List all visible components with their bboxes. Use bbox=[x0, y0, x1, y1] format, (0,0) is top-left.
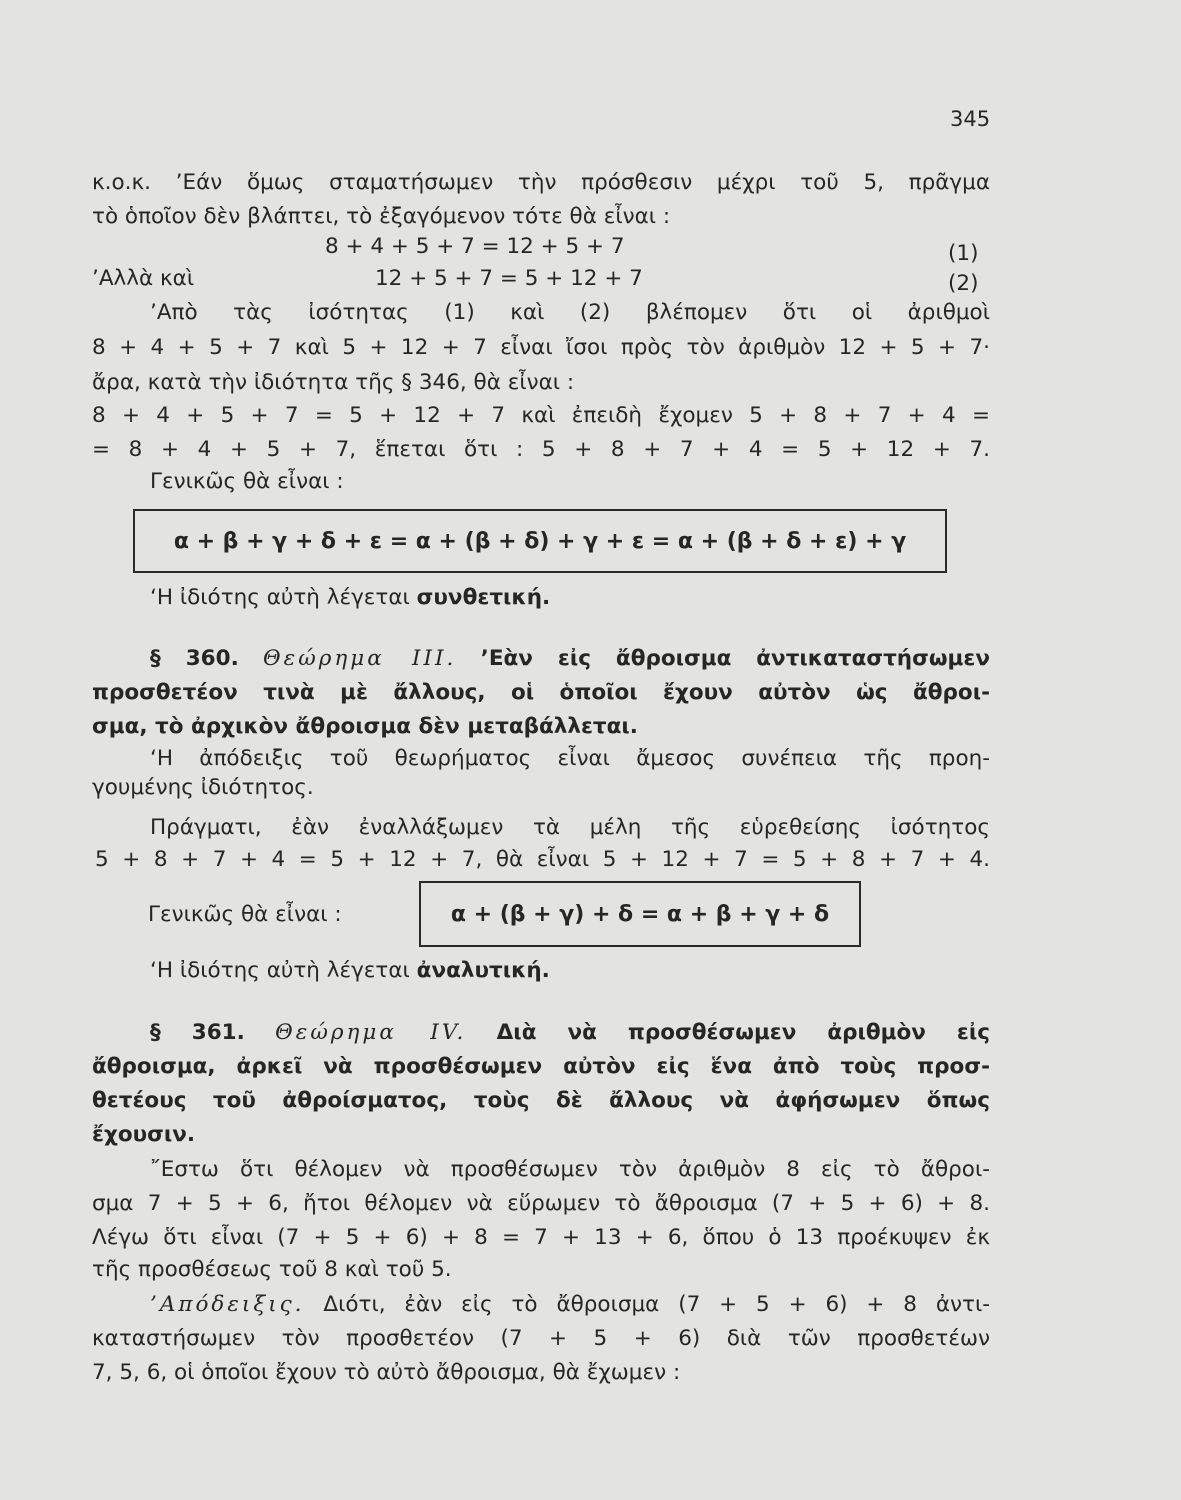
theorem-text: σμα, τὸ ἀρχικὸν ἄθροισμα δὲν μεταβάλλεται. bbox=[92, 714, 638, 739]
equation-2-number: (2) bbox=[948, 271, 979, 296]
text-line: κ.ο.κ. ’Εάν ὅμως σταματήσωμεν τὴν πρόσθεσιν μέχρι τοῦ 5, πρᾶγμα bbox=[92, 170, 990, 195]
property-text: ‘Η ἰδιότης αὐτὴ λέγεται bbox=[150, 958, 410, 983]
theorem-text: ἄθροισμα, ἀρκεῖ νὰ προσθέσωμεν αὐτὸν εἰς ἕνα ἀπὸ τοὺς προσ- bbox=[92, 1054, 990, 1079]
text-line bbox=[150, 587, 990, 609]
section-label: § 361. bbox=[150, 1020, 245, 1045]
text-line: καταστήσωμεν τὸν προσθετέον (7 + 5 + 6) διὰ τῶν προσθετέων bbox=[92, 1326, 990, 1351]
theorem-text: προσθετέον τινὰ μὲ ἄλλους, οἱ ὁποῖοι ἔχουν αὐτὸν ὡς ἄθροι- bbox=[92, 680, 990, 705]
proof-line bbox=[150, 1294, 990, 1316]
formula-box-analytic: α + (β + γ) + δ = α + β + γ + δ bbox=[419, 881, 861, 947]
proof-label: ’Απόδειξις. bbox=[150, 1292, 305, 1317]
text-line: ‘Η ἀπόδειξις τοῦ θεωρήματος εἶναι ἄμεσος συνέπεια τῆς προη- bbox=[150, 746, 990, 771]
theorem-text: θετέους τοῦ ἀθροίσματος, τοὺς δὲ ἄλλους νὰ ἀφήσωμεν ὅπως bbox=[92, 1088, 990, 1113]
text-line: 7, 5, 6, οἱ ὁποῖοι ἔχουν τὸ αὐτὸ ἄθροισμα, θὰ ἔχωμεν : bbox=[92, 1360, 681, 1385]
text-line: ῎Εστω ὅτι θέλομεν νὰ προσθέσωμεν τὸν ἀριθμὸν 8 εἰς τὸ ἄθροι- bbox=[150, 1157, 990, 1182]
equation-1: 8 + 4 + 5 + 7 = 12 + 5 + 7 bbox=[325, 234, 625, 259]
text-line: σμα 7 + 5 + 6, ἤτοι θέλομεν νὰ εὕρωμεν τὸ ἄθροισμα (7 + 5 + 6) + 8. bbox=[92, 1191, 990, 1216]
theorem-361-line bbox=[150, 1022, 990, 1044]
page-number: 345 bbox=[950, 107, 991, 131]
text-line: τῆς προσθέσεως τοῦ 8 καὶ τοῦ 5. bbox=[92, 1257, 452, 1282]
text-line: Πράγματι, ἐὰν ἐναλλάξωμεν τὰ μέλη τῆς εὑρεθείσης ἰσότητος bbox=[150, 815, 990, 840]
text-line: 8 + 4 + 5 + 7 καὶ 5 + 12 + 7 εἶναι ἴσοι πρὸς τὸν ἀριθμὸν 12 + 5 + 7· bbox=[92, 335, 990, 360]
text-line: 8 + 4 + 5 + 7 = 5 + 12 + 7 καὶ ἐπειδὴ ἔχομεν 5 + 8 + 7 + 4 = bbox=[92, 403, 990, 428]
property-name: ἀναλυτική. bbox=[416, 958, 550, 983]
text-line: ’Απὸ τὰς ἰσότητας (1) καὶ (2) βλέπομεν ὅτι οἱ ἀριθμοὶ bbox=[150, 300, 990, 325]
text-line bbox=[150, 960, 990, 982]
equation-2: 12 + 5 + 7 = 5 + 12 + 7 bbox=[375, 266, 643, 291]
text-line: ’Αλλὰ καὶ bbox=[92, 266, 195, 291]
section-label: § 360. bbox=[150, 646, 239, 671]
theorem-text: ἔχουσιν. bbox=[92, 1122, 196, 1147]
theorem-text: ’Εὰν εἰς ἄθροισμα ἀντικαταστήσωμεν bbox=[480, 646, 990, 671]
text-line: τὸ ὁποῖον δὲν βλάπτει, τὸ ἐξαγόμενον τότε θὰ εἶναι : bbox=[92, 204, 671, 229]
theorem-360-line bbox=[150, 648, 990, 670]
proof-text: Διότι, ἐὰν εἰς τὸ ἄθροισμα (7 + 5 + 6) + 8 ἀντι- bbox=[323, 1292, 990, 1317]
text-line: Γενικῶς θὰ εἶναι : bbox=[148, 902, 342, 927]
text-line: γουμένης ἰδιότητος. bbox=[92, 775, 314, 800]
formula-box-synthetic: α + β + γ + δ + ε = α + (β + δ) + γ + ε = α + (β + δ + ε) + γ bbox=[133, 509, 947, 573]
equation-1-number: (1) bbox=[948, 241, 979, 266]
text-line: Λέγω ὅτι εἶναι (7 + 5 + 6) + 8 = 7 + 13 + 6, ὅπου ὁ 13 προέκυψεν ἐκ bbox=[92, 1225, 990, 1250]
text-line: 5 + 8 + 7 + 4 = 5 + 12 + 7, θὰ εἶναι 5 + 12 + 7 = 5 + 8 + 7 + 4. bbox=[95, 847, 990, 872]
theorem-title: Θεώρημα III. bbox=[263, 646, 457, 671]
property-text: ‘Η ἰδιότης αὐτὴ λέγεται bbox=[150, 585, 410, 610]
theorem-text: Διὰ νὰ προσθέσωμεν ἀριθμὸν εἰς bbox=[496, 1020, 991, 1045]
property-name: συνθετική. bbox=[416, 585, 551, 610]
text-line: = 8 + 4 + 5 + 7, ἕπεται ὅτι : 5 + 8 + 7 + 4 = 5 + 12 + 7. bbox=[92, 437, 990, 462]
text-line: Γενικῶς θὰ εἶναι : bbox=[150, 469, 344, 494]
text-line: ἄρα, κατὰ τὴν ἰδιότητα τῆς § 346, θὰ εἶναι : bbox=[92, 370, 575, 395]
theorem-title: Θεώρημα IV. bbox=[275, 1020, 467, 1045]
